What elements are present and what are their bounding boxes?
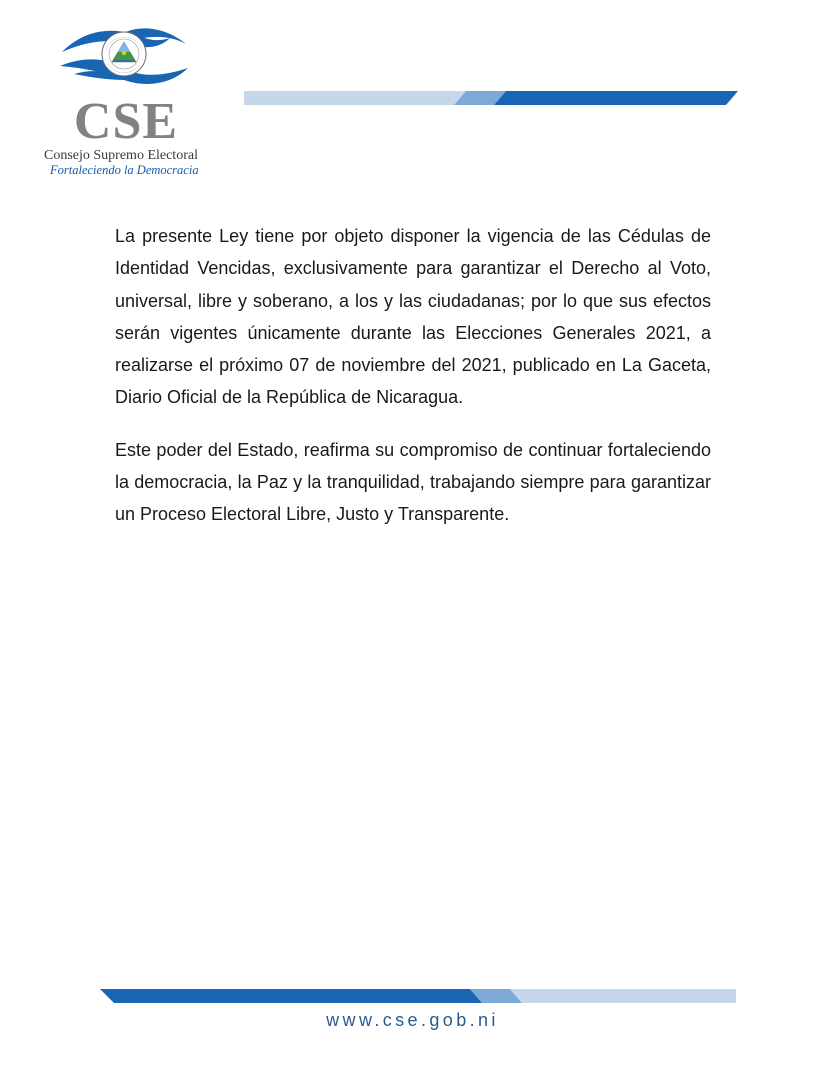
paragraph: Este poder del Estado, reafirma su compromiso de continuar fortaleciendo la democracia, la Paz y la tranquilidad, trabajando siempre para garantizar un Proceso Electoral Libre, Justo y Transparente. [115, 439, 711, 525]
letter-body [115, 220, 711, 551]
logo-org-name: Consejo Supremo Electoral [44, 148, 198, 163]
cse-logo [40, 22, 220, 180]
footer-website-url: www.cse.gob.ni [326, 1010, 499, 1030]
nicaragua-coat-of-arms-icon [54, 22, 194, 94]
logo-slogan: Fortaleciendo la Democracia [50, 163, 199, 177]
logo-acronym: CSE [73, 93, 179, 150]
footer-decorative-band [100, 989, 736, 1003]
header-decorative-band [244, 91, 738, 105]
paragraph: La presente Ley tiene por objeto disponer la vigencia de las Cédulas de Identidad Vencidas, exclusivamente para garantizar el Derecho al Voto, universal, libre y soberano, a los y las ciudadanas; por lo que sus efectos serán vigentes únicamente durante las Elecciones Generales 2021, a realizarse el próximo 07 de noviembre del 2021, publicado en La Gaceta, Diario Oficial de la República de Nicaragua. [115, 226, 711, 408]
